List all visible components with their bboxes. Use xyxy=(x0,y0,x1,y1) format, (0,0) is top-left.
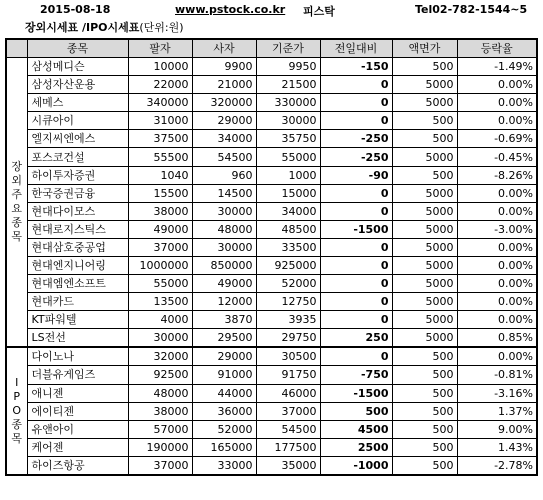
stock-name: 하이즈항공 xyxy=(27,456,128,475)
par-value: 500 xyxy=(392,384,457,402)
change-rate: 0.00% xyxy=(457,184,537,202)
change-rate: -3.00% xyxy=(457,220,537,238)
table-row xyxy=(6,311,537,329)
buy-price: 3870 xyxy=(192,311,256,329)
sell-price: 57000 xyxy=(128,420,192,438)
stock-name: 현대다이모스 xyxy=(27,202,128,220)
change-rate: 0.00% xyxy=(457,94,537,112)
table-row xyxy=(6,202,537,220)
par-value: 500 xyxy=(392,166,457,184)
table-subtitle xyxy=(25,19,184,37)
daily-change: 0 xyxy=(320,275,392,293)
sell-price: 190000 xyxy=(128,438,192,456)
base-price: 21500 xyxy=(256,76,320,94)
stock-name: 현대카드 xyxy=(27,293,128,311)
table-row xyxy=(6,402,537,420)
buy-price: 48000 xyxy=(192,220,256,238)
base-price: 15000 xyxy=(256,184,320,202)
change-rate: 0.00% xyxy=(457,311,537,329)
daily-change: 0 xyxy=(320,347,392,366)
daily-change: -250 xyxy=(320,148,392,166)
col-header-base: 기준가 xyxy=(256,39,320,58)
change-rate: 0.85% xyxy=(457,329,537,348)
stock-name: 현대엔지니어링 xyxy=(27,257,128,275)
par-value: 5000 xyxy=(392,148,457,166)
daily-change: -250 xyxy=(320,130,392,148)
par-value: 500 xyxy=(392,402,457,420)
table-row xyxy=(6,384,537,402)
quote-table xyxy=(5,38,538,476)
buy-price: 54500 xyxy=(192,148,256,166)
table-row xyxy=(6,130,537,148)
par-value: 500 xyxy=(392,438,457,456)
base-price: 35000 xyxy=(256,456,320,475)
sell-price: 55500 xyxy=(128,148,192,166)
buy-price: 960 xyxy=(192,166,256,184)
par-value: 500 xyxy=(392,130,457,148)
change-rate: -2.78% xyxy=(457,456,537,475)
base-price: 35750 xyxy=(256,130,320,148)
par-value: 5000 xyxy=(392,76,457,94)
stock-name: 하이투자증권 xyxy=(27,166,128,184)
stock-name: 한국증권금융 xyxy=(27,184,128,202)
stock-name: 더블유게임즈 xyxy=(27,366,128,384)
base-price: 30500 xyxy=(256,347,320,366)
daily-change: 0 xyxy=(320,311,392,329)
base-price: 52000 xyxy=(256,275,320,293)
daily-change: 0 xyxy=(320,184,392,202)
table-row xyxy=(6,257,537,275)
base-price: 91750 xyxy=(256,366,320,384)
site-link[interactable]: www.pstock.co.kr xyxy=(175,3,286,16)
daily-change: 0 xyxy=(320,94,392,112)
daily-change: 4500 xyxy=(320,420,392,438)
change-rate: -0.69% xyxy=(457,130,537,148)
par-value: 5000 xyxy=(392,257,457,275)
table-row xyxy=(6,293,537,311)
daily-change: 500 xyxy=(320,402,392,420)
sell-price: 37000 xyxy=(128,238,192,256)
stock-name: 엘지씨엔에스 xyxy=(27,130,128,148)
daily-change: 2500 xyxy=(320,438,392,456)
sell-price: 92500 xyxy=(128,366,192,384)
base-price: 34000 xyxy=(256,202,320,220)
stock-name: 시큐아이 xyxy=(27,112,128,130)
par-value: 500 xyxy=(392,420,457,438)
par-value: 500 xyxy=(392,58,457,76)
table-row xyxy=(6,148,537,166)
base-price: 1000 xyxy=(256,166,320,184)
sell-price: 31000 xyxy=(128,112,192,130)
table-row xyxy=(6,94,537,112)
change-rate: -3.16% xyxy=(457,384,537,402)
header-corner xyxy=(6,39,27,58)
table-row xyxy=(6,166,537,184)
buy-price: 14500 xyxy=(192,184,256,202)
stock-name: 케어젠 xyxy=(27,438,128,456)
stock-name: 세메스 xyxy=(27,94,128,112)
table-row xyxy=(6,76,537,94)
daily-change: 0 xyxy=(320,76,392,94)
sell-price: 4000 xyxy=(128,311,192,329)
stock-name: 현대엠엔소프트 xyxy=(27,275,128,293)
change-rate: -0.45% xyxy=(457,148,537,166)
col-header-sell: 팔자 xyxy=(128,39,192,58)
stock-name: 애니젠 xyxy=(27,384,128,402)
buy-price: 34000 xyxy=(192,130,256,148)
base-price: 33500 xyxy=(256,238,320,256)
source-name: 피스탁 xyxy=(303,5,335,18)
table-row xyxy=(6,420,537,438)
buy-price: 850000 xyxy=(192,257,256,275)
buy-price: 165000 xyxy=(192,438,256,456)
subtitle-unit: (단위:원) xyxy=(139,21,184,34)
daily-change: -750 xyxy=(320,366,392,384)
buy-price: 44000 xyxy=(192,384,256,402)
stock-name: KT파워텔 xyxy=(27,311,128,329)
base-price: 925000 xyxy=(256,257,320,275)
daily-change: 0 xyxy=(320,112,392,130)
par-value: 5000 xyxy=(392,329,457,348)
base-price: 29750 xyxy=(256,329,320,348)
daily-change: 0 xyxy=(320,257,392,275)
daily-change: -90 xyxy=(320,166,392,184)
change-rate: 0.00% xyxy=(457,112,537,130)
table-row xyxy=(6,456,537,475)
table-row xyxy=(6,184,537,202)
base-price: 9950 xyxy=(256,58,320,76)
par-value: 5000 xyxy=(392,238,457,256)
sell-price: 48000 xyxy=(128,384,192,402)
sell-price: 37000 xyxy=(128,456,192,475)
buy-price: 36000 xyxy=(192,402,256,420)
buy-price: 21000 xyxy=(192,76,256,94)
par-value: 5000 xyxy=(392,275,457,293)
par-value: 5000 xyxy=(392,202,457,220)
buy-price: 12000 xyxy=(192,293,256,311)
sell-price: 32000 xyxy=(128,347,192,366)
par-value: 5000 xyxy=(392,94,457,112)
buy-price: 30000 xyxy=(192,238,256,256)
col-header-change: 전일대비 xyxy=(320,39,392,58)
buy-price: 33000 xyxy=(192,456,256,475)
sell-price: 1000000 xyxy=(128,257,192,275)
change-rate: 0.00% xyxy=(457,347,537,366)
buy-price: 29000 xyxy=(192,347,256,366)
change-rate: 0.00% xyxy=(457,257,537,275)
base-price: 37000 xyxy=(256,402,320,420)
daily-change: -1500 xyxy=(320,384,392,402)
stock-name: 현대삼호중공업 xyxy=(27,238,128,256)
par-value: 5000 xyxy=(392,184,457,202)
stock-name: 에이티젠 xyxy=(27,402,128,420)
sell-price: 340000 xyxy=(128,94,192,112)
daily-change: -1500 xyxy=(320,220,392,238)
sell-price: 22000 xyxy=(128,76,192,94)
change-rate: 0.00% xyxy=(457,76,537,94)
buy-price: 29500 xyxy=(192,329,256,348)
report-header xyxy=(0,0,543,18)
daily-change: 0 xyxy=(320,202,392,220)
change-rate: -8.26% xyxy=(457,166,537,184)
table-row xyxy=(6,275,537,293)
daily-change: 0 xyxy=(320,238,392,256)
daily-change: 250 xyxy=(320,329,392,348)
base-price: 48500 xyxy=(256,220,320,238)
change-rate: -0.81% xyxy=(457,366,537,384)
col-header-buy: 사자 xyxy=(192,39,256,58)
par-value: 500 xyxy=(392,112,457,130)
stock-name: 포스코건설 xyxy=(27,148,128,166)
table-row xyxy=(6,220,537,238)
change-rate: 0.00% xyxy=(457,238,537,256)
subtitle-main: 장외시세표 /IPO시세표 xyxy=(25,21,140,34)
base-price: 55000 xyxy=(256,148,320,166)
buy-price: 30000 xyxy=(192,202,256,220)
base-price: 12750 xyxy=(256,293,320,311)
stock-name: 삼성자산운용 xyxy=(27,76,128,94)
col-header-rate: 등락율 xyxy=(457,39,537,58)
daily-change: 0 xyxy=(320,293,392,311)
change-rate: 0.00% xyxy=(457,275,537,293)
table-row xyxy=(6,347,537,366)
change-rate: -1.49% xyxy=(457,58,537,76)
buy-price: 91000 xyxy=(192,366,256,384)
change-rate: 1.43% xyxy=(457,438,537,456)
change-rate: 9.00% xyxy=(457,420,537,438)
table-row xyxy=(6,329,537,348)
par-value: 5000 xyxy=(392,311,457,329)
buy-price: 52000 xyxy=(192,420,256,438)
sell-price: 30000 xyxy=(128,329,192,348)
base-price: 330000 xyxy=(256,94,320,112)
sell-price: 49000 xyxy=(128,220,192,238)
table-row xyxy=(6,58,537,76)
par-value: 5000 xyxy=(392,293,457,311)
daily-change: -1000 xyxy=(320,456,392,475)
telephone: Tel02-782-1544~5 xyxy=(415,3,528,16)
par-value: 500 xyxy=(392,347,457,366)
change-rate: 0.00% xyxy=(457,293,537,311)
buy-price: 49000 xyxy=(192,275,256,293)
col-header-par: 액면가 xyxy=(392,39,457,58)
table-row xyxy=(6,438,537,456)
sell-price: 37500 xyxy=(128,130,192,148)
change-rate: 1.37% xyxy=(457,402,537,420)
sell-price: 55000 xyxy=(128,275,192,293)
sell-price: 13500 xyxy=(128,293,192,311)
daily-change: -150 xyxy=(320,58,392,76)
stock-name: 삼성메디슨 xyxy=(27,58,128,76)
table-row xyxy=(6,238,537,256)
stock-name: 다이노나 xyxy=(27,347,128,366)
stock-name: 현대로지스틱스 xyxy=(27,220,128,238)
buy-price: 320000 xyxy=(192,94,256,112)
base-price: 46000 xyxy=(256,384,320,402)
group-label: 장 외 주 요 종 목 xyxy=(6,58,27,348)
sell-price: 1040 xyxy=(128,166,192,184)
table-row xyxy=(6,366,537,384)
col-header-name: 종목 xyxy=(27,39,128,58)
group-label: I P O 종 목 xyxy=(6,347,27,474)
base-price: 3935 xyxy=(256,311,320,329)
buy-price: 29000 xyxy=(192,112,256,130)
base-price: 30000 xyxy=(256,112,320,130)
base-price: 54500 xyxy=(256,420,320,438)
sell-price: 10000 xyxy=(128,58,192,76)
par-value: 500 xyxy=(392,456,457,475)
stock-name: 유앤아이 xyxy=(27,420,128,438)
sell-price: 38000 xyxy=(128,402,192,420)
table-row xyxy=(6,112,537,130)
par-value: 500 xyxy=(392,366,457,384)
buy-price: 9900 xyxy=(192,58,256,76)
stock-name: LS전선 xyxy=(27,329,128,348)
sell-price: 15500 xyxy=(128,184,192,202)
base-price: 177500 xyxy=(256,438,320,456)
report-date: 2015-08-18 xyxy=(40,3,111,16)
change-rate: 0.00% xyxy=(457,202,537,220)
header-row xyxy=(6,39,537,58)
par-value: 5000 xyxy=(392,220,457,238)
sell-price: 38000 xyxy=(128,202,192,220)
